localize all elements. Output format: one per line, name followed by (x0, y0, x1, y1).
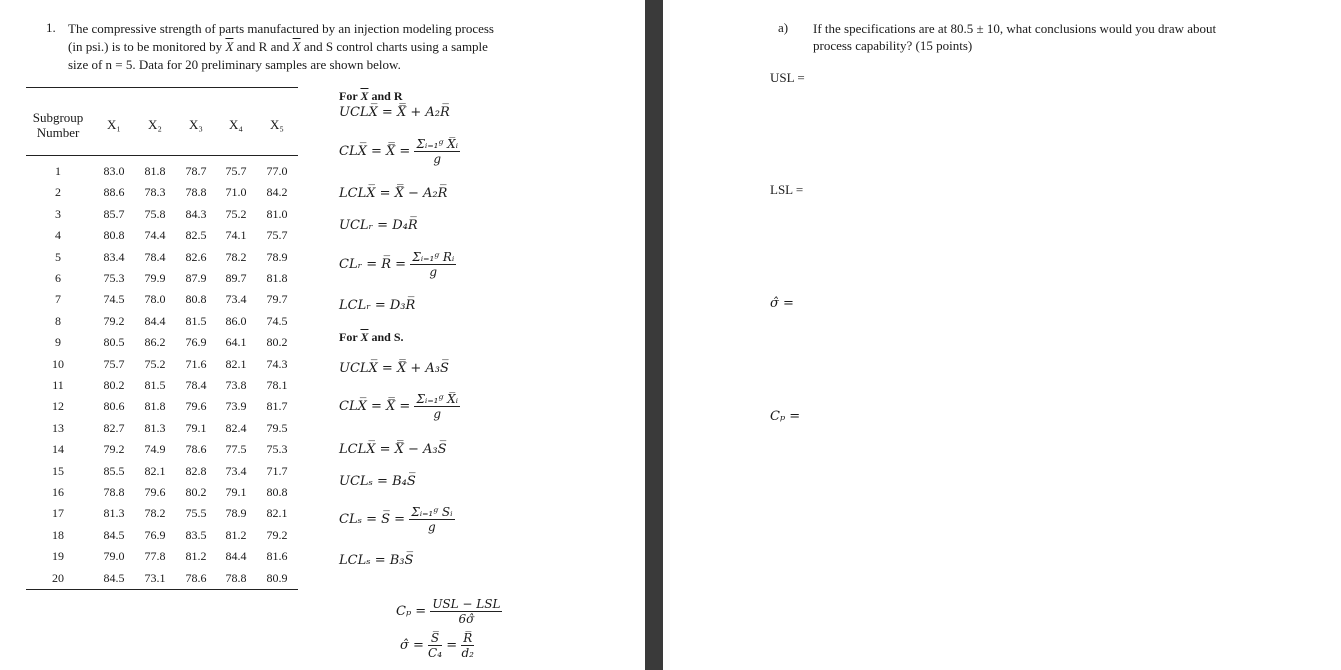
table-cell-x3: 75.5 (185, 506, 207, 521)
subgroup-number: 15 (52, 463, 64, 478)
table-cell-x1: 78.8 (103, 485, 125, 499)
table-cell-x2: 78.3 (144, 185, 166, 200)
table-cell-x2: 81.3 (144, 420, 166, 435)
table-cell-x2: 73.1 (144, 570, 166, 585)
table-cell-x5: 77.0 (266, 164, 288, 178)
header-x4: X₄ (229, 117, 243, 132)
table-cell-x5: 81.8 (266, 271, 288, 285)
table-cell-x2: 75.8 (144, 206, 166, 221)
xbar-symbol: $\overline{X}$ (360, 89, 369, 103)
table-cell-x5: 75.7 (266, 228, 288, 243)
table-cell-x3: 78.6 (185, 442, 207, 457)
table-cell-x2: 74.4 (144, 228, 166, 243)
table-cell-x2: 84.4 (144, 313, 166, 328)
page-divider (645, 0, 663, 670)
table-cell-x5: 75.3 (266, 442, 288, 457)
subgroup-number: 2 (55, 185, 61, 200)
table-cell-x3: 82.5 (185, 228, 207, 243)
formula-sigma-hat: σ̂ = $\frac{S̅}{\text{C₄}}$ = $\frac{R̅}{\text{d₂}}$ (400, 631, 474, 660)
formula-ucl-r: UCLᵣ = D₄R̅ (339, 218, 418, 233)
table-cell-x1: 81.3 (103, 506, 125, 521)
table-cell-x4: 78.8 (225, 570, 247, 585)
table-cell-x5: 79.5 (266, 420, 288, 435)
table-cell-x3: 79.6 (185, 399, 207, 414)
table-cell-x4: 82.4 (225, 420, 247, 435)
table-cell-x2: 81.5 (144, 378, 166, 392)
table-cell-x5: 80.9 (266, 570, 288, 585)
table-top-rule (26, 87, 298, 88)
table-cell-x1: 85.7 (103, 206, 125, 221)
table-cell-x3: 71.6 (185, 356, 207, 371)
table-header-rule (26, 155, 298, 156)
subgroup-number: 5 (55, 249, 61, 264)
table-cell-x2: 78.4 (144, 249, 166, 264)
table-cell-x2: 81.8 (144, 399, 166, 414)
table-cell-x1: 84.5 (103, 570, 125, 585)
question-line-2: (in psi.) is to be monitored by $\overline{X}$ and R and $\overline{X}$ and S control charts using a sample (68, 39, 488, 54)
table-cell-x2: 79.9 (144, 271, 166, 285)
table-cell-x1: 79.2 (103, 442, 125, 457)
table-cell-x4: 73.4 (225, 463, 247, 478)
table-cell-x3: 76.9 (185, 335, 207, 350)
subgroup-number: 7 (55, 292, 61, 307)
table-cell-x4: 73.9 (225, 399, 247, 414)
table-cell-x3: 81.2 (185, 549, 207, 564)
formula-lcl-xbar-r: LCLX̅ = X̿ − A₂R̅ (339, 186, 448, 201)
table-cell-x3: 82.8 (185, 463, 207, 478)
table-cell-x4: 79.1 (225, 485, 247, 499)
subgroup-number: 17 (52, 506, 64, 521)
question-line-3: size of n = 5. Data for 20 preliminary samples are shown below. (68, 57, 401, 72)
table-cell-x3: 79.1 (185, 420, 207, 435)
subgroup-number: 18 (52, 527, 64, 542)
table-cell-x5: 74.5 (266, 313, 288, 328)
usl-label: USL = (770, 70, 805, 85)
table-cell-x1: 85.5 (103, 463, 125, 478)
subgroup-number: 8 (55, 313, 61, 328)
table-cell-x2: 78.0 (144, 292, 166, 307)
table-cell-x4: 75.7 (225, 164, 247, 178)
sigma-hat-label: σ̂ = (770, 296, 794, 311)
table-cell-x4: 64.1 (225, 335, 247, 350)
subgroup-number: 9 (55, 335, 61, 350)
table-cell-x4: 84.4 (225, 549, 247, 564)
table-bottom-rule (26, 589, 298, 590)
table-cell-x3: 84.3 (185, 206, 207, 221)
formula-lcl-xbar-s: LCLX̅ = X̿ − A₃S̅ (339, 442, 447, 457)
table-cell-x2: 76.9 (144, 527, 166, 542)
table-cell-x5: 79.7 (266, 292, 288, 307)
table-cell-x5: 80.2 (266, 335, 288, 350)
table-cell-x2: 77.8 (144, 549, 166, 564)
formula-cl-r: CLᵣ = R̅ = $\frac{\text{Σᵢ₌₁ᵍ Rᵢ}}{g}$ (339, 250, 455, 279)
table-cell-x3: 87.9 (185, 271, 207, 285)
subgroup-number: 6 (55, 271, 61, 285)
table-cell-x5: 82.1 (266, 506, 288, 521)
table-cell-x3: 78.7 (185, 164, 207, 178)
header-x5: X₅ (270, 117, 284, 132)
table-cell-x5: 81.7 (266, 399, 288, 414)
table-cell-x3: 82.6 (185, 249, 207, 264)
formula-heading-xbar-r: For $\overline{X}$ and R (339, 89, 403, 103)
subgroup-number: 11 (52, 378, 64, 392)
part-a-label: a) (778, 20, 789, 35)
subgroup-number: 16 (52, 485, 64, 499)
header-x1: X₁ (107, 117, 121, 132)
table-cell-x1: 79.0 (103, 549, 125, 564)
table-cell-x3: 78.8 (185, 185, 207, 200)
table-cell-x4: 82.1 (225, 356, 247, 371)
subgroup-number: 20 (52, 570, 64, 585)
xbar-symbol: $\overline{X}$ (225, 39, 234, 54)
table-cell-x2: 75.2 (144, 356, 166, 371)
cp-label: Cₚ = (770, 409, 801, 424)
table-cell-x4: 78.2 (225, 249, 247, 264)
table-cell-x3: 78.4 (185, 378, 207, 392)
table-cell-x5: 74.3 (266, 356, 288, 371)
table-cell-x3: 78.6 (185, 570, 207, 585)
table-cell-x4: 78.9 (225, 506, 247, 521)
table-cell-x1: 79.2 (103, 313, 125, 328)
table-cell-x2: 74.9 (144, 442, 166, 457)
table-cell-x3: 83.5 (185, 527, 207, 542)
table-cell-x5: 80.8 (266, 485, 288, 499)
header-x3: X₃ (189, 117, 203, 132)
subgroup-number: 12 (52, 399, 64, 414)
table-cell-x3: 80.2 (185, 485, 207, 499)
subgroup-number: 10 (52, 356, 64, 371)
table-cell-x5: 84.2 (266, 185, 288, 200)
table-cell-x2: 79.6 (144, 485, 166, 499)
table-cell-x4: 77.5 (225, 442, 247, 457)
question-text (68, 20, 538, 74)
table-cell-x5: 81.6 (266, 549, 288, 564)
table-cell-x3: 81.5 (185, 313, 207, 328)
subgroup-number: 3 (55, 206, 61, 221)
table-cell-x2: 86.2 (144, 335, 166, 350)
table-cell-x1: 80.5 (103, 335, 125, 350)
table-cell-x3: 80.8 (185, 292, 207, 307)
subgroup-number: 13 (52, 420, 64, 435)
table-cell-x5: 78.9 (266, 249, 288, 264)
header-subgroup: Subgroup Number (32, 110, 84, 140)
table-cell-x1: 75.3 (103, 271, 125, 285)
table-cell-x5: 71.7 (266, 463, 288, 478)
table-cell-x5: 81.0 (266, 206, 288, 221)
subgroup-number: 19 (52, 549, 64, 564)
formula-ucl-xbar-s: UCLX̅ = X̿ + A₃S̅ (339, 361, 449, 376)
formula-lcl-s: LCLₛ = B₃S̅ (339, 553, 414, 568)
table-cell-x4: 75.2 (225, 206, 247, 221)
table-cell-x1: 82.7 (103, 420, 125, 435)
table-cell-x4: 81.2 (225, 527, 247, 542)
table-cell-x1: 80.6 (103, 399, 125, 414)
formula-ucl-xbar-r: UCLX̅ = X̿ + A₂R̅ (339, 105, 450, 120)
table-cell-x5: 79.2 (266, 527, 288, 542)
table-cell-x4: 71.0 (225, 185, 247, 200)
table-cell-x1: 80.2 (103, 378, 125, 392)
table-cell-x2: 81.8 (144, 164, 166, 178)
table-cell-x1: 84.5 (103, 527, 125, 542)
table-cell-x4: 89.7 (225, 271, 247, 285)
table-cell-x1: 88.6 (103, 185, 125, 200)
subgroup-number: 14 (52, 442, 64, 457)
table-cell-x2: 82.1 (144, 463, 166, 478)
table-cell-x4: 73.4 (225, 292, 247, 307)
formula-cl-xbar-r: CLX̅ = X̿ = $\frac{\text{Σᵢ₌₁ᵍ X̅ᵢ}}{g}$ (339, 137, 459, 166)
subgroup-number: 1 (55, 164, 61, 178)
header-x2: X₂ (148, 117, 162, 132)
xbar-symbol: $\overline{X}$ (292, 39, 301, 54)
question-line-1: The compressive strength of parts manufactured by an injection modeling process (68, 21, 494, 36)
table-cell-x5: 78.1 (266, 378, 288, 392)
formula-heading-xbar-s: For $\overline{X}$ and S. (339, 330, 404, 344)
table-cell-x1: 80.8 (103, 228, 125, 243)
subgroup-number: 4 (55, 228, 61, 243)
formula-cl-xbar-s: CLX̅ = X̿ = $\frac{\text{Σᵢ₌₁ᵍ X̅ᵢ}}{g}$ (339, 392, 459, 421)
table-cell-x4: 86.0 (225, 313, 247, 328)
table-cell-x1: 74.5 (103, 292, 125, 307)
table-cell-x4: 73.8 (225, 378, 247, 392)
part-a-question: If the specifications are at 80.5 ± 10, what conclusions would you draw about process capability? (15 points) (813, 21, 1217, 53)
xbar-symbol: $\overline{X}$ (360, 330, 369, 344)
table-cell-x1: 75.7 (103, 356, 125, 371)
formula-cl-s: CLₛ = S̅ = $\frac{\text{Σᵢ₌₁ᵍ Sᵢ}}{g}$ (339, 505, 453, 534)
formula-ucl-s: UCLₛ = B₄S̅ (339, 474, 416, 489)
table-cell-x4: 74.1 (225, 228, 247, 243)
formula-cp: Cₚ = $\frac{\text{USL − LSL}}{6\sigmâ}$ (396, 597, 501, 626)
table-cell-x2: 78.2 (144, 506, 166, 521)
table-cell-x1: 83.0 (103, 164, 125, 178)
formula-lcl-r: LCLᵣ = D₃R̅ (339, 298, 416, 313)
lsl-label: LSL = (770, 182, 804, 197)
question-number: 1. (46, 20, 56, 35)
table-cell-x1: 83.4 (103, 249, 125, 264)
